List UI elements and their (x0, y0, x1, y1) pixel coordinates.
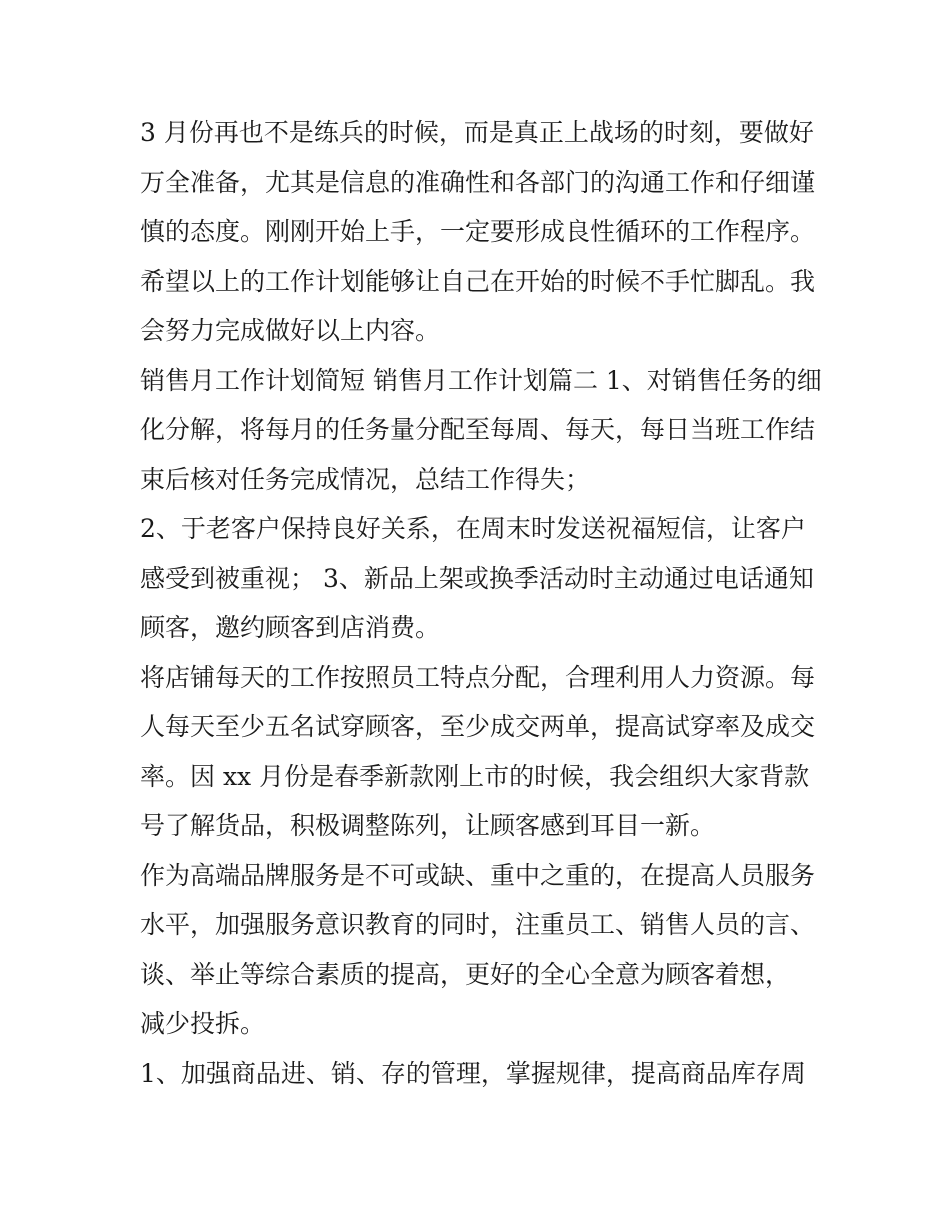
text-line: 化分解，将每月的任务量分配至每周、每天，每日当班工作结 (140, 415, 816, 444)
text-line: 人每天至少五名试穿顾客，至少成交两单，提高试穿率及成交 (140, 712, 816, 741)
text-line: 销售月工作计划简短 销售月工作计划篇二 1、对销售任务的细 (140, 365, 822, 395)
text-line: 感受到被重视； 3、新品上架或换季活动时主动通过电话通知 (140, 563, 814, 593)
text-line: 将店铺每天的工作按照员工特点分配，合理利用人力资源。每 (140, 662, 816, 692)
text-line: 2、于老客户保持良好关系，在周末时发送祝福短信，让客户 (140, 514, 806, 543)
text-line: 1、加强商品进、销、存的管理，掌握规律，提高商品库存周 (140, 1058, 806, 1088)
text-line: 慎的态度。刚刚开始上手，一定要形成良性循环的工作程序。 (140, 217, 816, 246)
document-body (140, 108, 820, 1098)
text-line: 减少投拆。 (140, 1009, 266, 1038)
text-line: 顾客，邀约顾客到店消费。 (140, 613, 441, 642)
text-line: 希望以上的工作计划能够让自己在开始的时候不手忙脚乱。我 (140, 266, 816, 296)
text-line: 号了解货品，积极调整陈列，让顾客感到耳目一新。 (140, 811, 716, 840)
text-line: 谈、举止等综合素质的提高，更好的全心全意为顾客着想， (140, 959, 791, 989)
text-line: 率。因 xx 月份是春季新款刚上市的时候，我会组织大家背款 (140, 761, 810, 791)
text-line: 3 月份再也不是练兵的时候，而是真正上战场的时刻，要做好 (140, 118, 814, 147)
text-line: 束后核对任务完成情况，总结工作得失； (140, 464, 591, 494)
text-line: 万全准备，尤其是信息的准确性和各部门的沟通工作和仔细谨 (140, 167, 816, 197)
text-line: 作为高端品牌服务是不可或缺、重中之重的，在提高人员服务 (140, 860, 816, 890)
text-line: 会努力完成做好以上内容。 (140, 316, 441, 345)
text-line: 水平，加强服务意识教育的同时，注重员工、销售人员的言、 (140, 910, 816, 939)
